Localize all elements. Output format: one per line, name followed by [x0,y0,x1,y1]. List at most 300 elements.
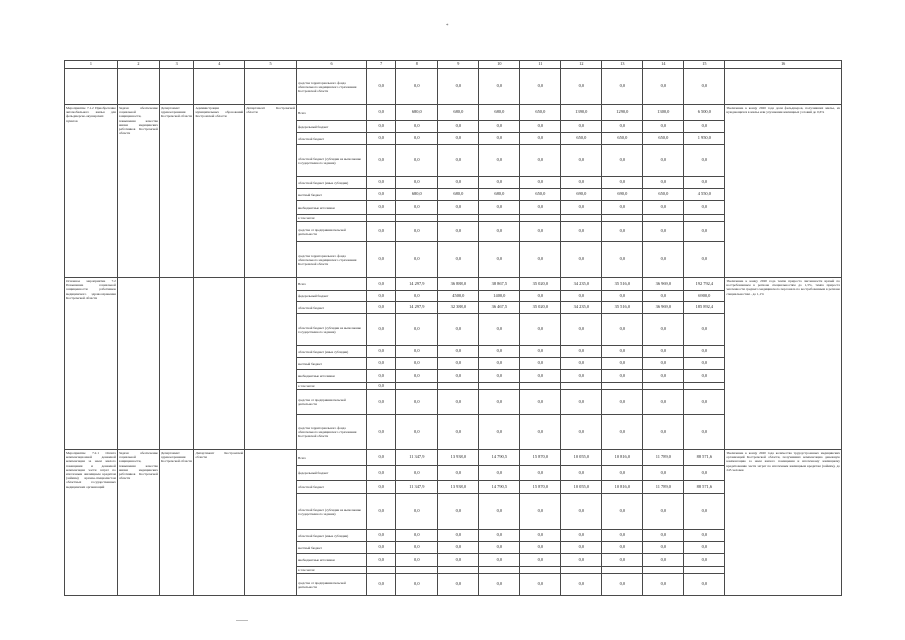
amount-cell: 0,0 [561,370,602,383]
funding-source-cell: областной бюджет (иные субсидии) [297,530,367,542]
amount-cell: 10 816,0 [602,450,643,466]
funding-source-cell: областной бюджет (иные субсидии) [297,177,367,189]
amount-cell: 0,0 [479,390,520,415]
amount-cell: 0,0 [561,390,602,415]
amount-cell: 0,0 [396,574,438,596]
amount-cell: 0,0 [367,390,396,415]
amount-cell: 0,0 [396,222,438,242]
amount-cell [602,215,643,222]
amount-cell: 650,0 [602,133,643,145]
amount-cell: 4 550,0 [684,189,725,201]
amount-cell: 0,0 [438,346,479,358]
amount-cell: 0,0 [602,242,643,278]
amount-cell: 0,0 [367,530,396,542]
amount-cell: 650,0 [561,133,602,145]
amount-cell: 0,0 [396,554,438,567]
amount-cell: 1400,0 [479,291,520,302]
amount-cell: 88 571,6 [684,450,725,466]
amount-cell: 0,0 [602,466,643,481]
group-participant-cell: Департамент Костромской области [194,450,245,596]
amount-cell: 0,0 [479,145,520,177]
group-coexecutor-cell [245,450,297,596]
amount-cell: 0,0 [520,574,561,596]
amount-cell: 0,0 [479,314,520,346]
amount-cell: 0,0 [367,201,396,215]
amount-cell: 35 020,0 [520,278,561,291]
funding-source-cell: областной бюджет [297,302,367,314]
amount-cell [396,567,438,574]
amount-cell: 0,0 [602,494,643,530]
funding-source-cell: областной бюджет [297,481,367,494]
amount-cell: 0,0 [479,530,520,542]
amount-cell: 0,0 [479,201,520,215]
amount-cell: 0,0 [602,145,643,177]
amount-cell: 0,0 [367,177,396,189]
amount-cell [520,383,561,390]
amount-cell: 0,0 [561,415,602,450]
column-number: 6 [297,61,367,69]
amount-cell: 650,0 [643,189,684,201]
amount-cell: 0,0 [396,494,438,530]
column-number: 1 [65,61,118,69]
amount-cell: 0,0 [520,542,561,554]
amount-cell [479,215,520,222]
amount-cell: 0,0 [602,370,643,383]
amount-cell: 0,0 [684,530,725,542]
amount-cell: 680,0 [479,105,520,121]
amount-cell [367,567,396,574]
amount-cell: 680,0 [479,189,520,201]
amount-cell [643,567,684,574]
group-participant-cell: Администрации муниципальных образований Костромской области [194,105,245,278]
amount-cell: 0,0 [643,201,684,215]
table-row [65,450,842,466]
table-row [65,278,842,291]
group-activity-cell: Основное мероприятие 7.2 Повышение социальной защищенности работников медицинского здравоохранения Костромской области [65,278,118,450]
amount-cell: 0,0 [438,69,479,105]
amount-cell: 0,0 [367,222,396,242]
amount-cell: 0,0 [396,177,438,189]
amount-cell: 0,0 [602,177,643,189]
column-number: 14 [643,61,684,69]
amount-cell: 0,0 [438,358,479,370]
amount-cell: 0,0 [602,542,643,554]
group-executor-cell: Департамент здравоохранения Костромской области [159,105,194,278]
group-coexecutor-cell: Департамент Костромской области [245,105,297,278]
amount-cell: 14 297,9 [396,302,438,314]
amount-cell: 0,0 [561,358,602,370]
amount-cell: 0,0 [367,370,396,383]
amount-cell [520,215,561,222]
amount-cell [643,215,684,222]
amount-cell: 185 892,4 [684,302,725,314]
amount-cell [561,383,602,390]
group-task-cell [117,278,159,450]
amount-cell: 0,0 [520,242,561,278]
column-number: 3 [159,61,194,69]
amount-cell: 1 950,0 [684,133,725,145]
amount-cell [561,567,602,574]
amount-cell: 0,0 [438,314,479,346]
amount-cell [479,567,520,574]
amount-cell: 0,0 [602,554,643,567]
table-row [65,105,842,121]
column-number: 4 [194,61,245,69]
amount-cell: 0,0 [367,346,396,358]
amount-cell: 0,0 [479,542,520,554]
amount-cell [438,567,479,574]
amount-cell: 0,0 [643,222,684,242]
amount-cell: 14 297,9 [396,278,438,291]
amount-cell: 0,0 [684,121,725,133]
amount-cell: 0,0 [643,542,684,554]
amount-cell: 0,0 [602,574,643,596]
amount-cell: 14 790,5 [479,450,520,466]
amount-cell: 14 790,5 [479,481,520,494]
amount-cell: 0,0 [643,370,684,383]
amount-cell: 0,0 [438,554,479,567]
amount-cell: 1390,0 [561,105,602,121]
group-activity-cell [65,69,118,105]
amount-cell: 690,0 [602,189,643,201]
page-number: * [446,24,449,29]
amount-cell: 0,0 [367,145,396,177]
amount-cell: 0,0 [479,69,520,105]
amount-cell: 680,0 [396,189,438,201]
amount-cell: 0,0 [520,390,561,415]
amount-cell: 88 571,6 [684,481,725,494]
amount-cell [684,215,725,222]
amount-cell: 0,0 [561,177,602,189]
amount-cell: 680,0 [438,189,479,201]
amount-cell: 0,0 [479,242,520,278]
amount-cell: 0,0 [602,222,643,242]
amount-cell: 0,0 [684,242,725,278]
funding-source-cell: средства территориального фонда обязательного медицинского страхования Костромской области [297,415,367,450]
amount-cell: 0,0 [520,358,561,370]
amount-cell: 0,0 [520,494,561,530]
column-number: 16 [725,61,842,69]
amount-cell: 0,0 [367,542,396,554]
expected-result-cell: Увеличение к концу 2020 года темпа прироста численности врачей по востребованным в регионе специальностям до 1,3%, темпа прироста численности среднего медицинского персонала по востребованным в регионе специальностям - до 1,1% [725,278,842,450]
expected-result-cell: Увеличение к концу 2020 года доли фельдшеров, получивших жилье, из нуждающихся в жилье или улучшении жилищных условий до 0,6% [725,105,842,278]
amount-cell: 0,0 [479,346,520,358]
amount-cell: 0,0 [367,358,396,370]
amount-cell: 0,0 [684,177,725,189]
amount-cell: 0,0 [602,415,643,450]
amount-cell: 0,0 [438,530,479,542]
amount-cell: 0,0 [684,415,725,450]
amount-cell: 0,0 [561,530,602,542]
funding-source-cell: федеральный бюджет [297,121,367,133]
amount-cell: 0,0 [561,145,602,177]
column-number: 10 [479,61,520,69]
amount-cell: 10 055,0 [561,450,602,466]
amount-cell: 0,0 [602,314,643,346]
amount-cell: 0,0 [643,574,684,596]
amount-cell: 0,0 [438,390,479,415]
amount-cell: 0,0 [561,222,602,242]
amount-cell: 0,0 [367,466,396,481]
amount-cell: 0,0 [367,121,396,133]
group-coexecutor-cell [245,69,297,105]
amount-cell: 0,0 [396,69,438,105]
column-number-row [65,61,842,69]
amount-cell: 10 055,0 [561,481,602,494]
amount-cell: 0,0 [367,291,396,302]
amount-cell: 0,0 [396,145,438,177]
amount-cell: 0,0 [438,121,479,133]
amount-cell: 0,0 [520,222,561,242]
amount-cell: 0,0 [684,370,725,383]
amount-cell: 0,0 [520,370,561,383]
amount-cell: 0,0 [396,542,438,554]
amount-cell: 0,0 [367,574,396,596]
amount-cell: 0,0 [520,201,561,215]
amount-cell [684,567,725,574]
amount-cell: 0,0 [561,121,602,133]
amount-cell: 0,0 [438,145,479,177]
column-number: 9 [438,61,479,69]
amount-cell: 0,0 [438,201,479,215]
amount-cell: 0,0 [561,291,602,302]
amount-cell: 0,0 [367,494,396,530]
amount-cell: 680,0 [438,105,479,121]
amount-cell: 0,0 [438,415,479,450]
amount-cell: 0,0 [684,314,725,346]
amount-cell: 650,0 [643,133,684,145]
amount-cell: 0,0 [684,145,725,177]
group-coexecutor-cell [245,278,297,450]
funding-source-cell: в том числе: [297,215,367,222]
amount-cell: 0,0 [479,133,520,145]
amount-cell [367,215,396,222]
amount-cell: 0,0 [479,222,520,242]
group-executor-cell [159,278,194,450]
amount-cell: 0,0 [643,390,684,415]
amount-cell: 0,0 [643,121,684,133]
amount-cell: 0,0 [643,358,684,370]
amount-cell: 0,0 [561,314,602,346]
amount-cell: 0,0 [684,494,725,530]
amount-cell: 0,0 [438,242,479,278]
amount-cell: 0,0 [643,242,684,278]
amount-cell: 0,0 [479,370,520,383]
amount-cell: 0,0 [684,222,725,242]
amount-cell: 0,0 [396,390,438,415]
funding-source-cell: средства от предпринимательской деятельности [297,222,367,242]
amount-cell: 0,0 [479,466,520,481]
amount-cell: 0,0 [643,494,684,530]
amount-cell: 11 789,0 [643,481,684,494]
funding-source-cell: федеральный бюджет [297,466,367,481]
amount-cell: 38 867,5 [479,278,520,291]
amount-cell: 34 235,0 [561,302,602,314]
amount-cell: 0,0 [520,466,561,481]
column-number: 13 [602,61,643,69]
amount-cell: 0,0 [684,466,725,481]
amount-cell: 0,0 [367,278,396,291]
amount-cell: 4500,0 [438,291,479,302]
amount-cell: 0,0 [396,530,438,542]
amount-cell: 0,0 [438,466,479,481]
amount-cell: 15 870,0 [520,481,561,494]
amount-cell: 36 888,0 [438,278,479,291]
amount-cell: 15 870,0 [520,450,561,466]
amount-cell: 0,0 [520,554,561,567]
footer-mark [236,620,248,621]
amount-cell: 0,0 [438,542,479,554]
amount-cell: 0,0 [520,530,561,542]
amount-cell: 0,0 [367,302,396,314]
column-number: 8 [396,61,438,69]
amount-cell: 680,0 [396,105,438,121]
funding-source-cell: федеральный бюджет [297,291,367,302]
amount-cell: 0,0 [479,358,520,370]
amount-cell: 0,0 [643,314,684,346]
amount-cell: 0,0 [561,242,602,278]
amount-cell: 1290,0 [602,105,643,121]
amount-cell: 0,0 [367,554,396,567]
amount-cell: 0,0 [396,415,438,450]
funding-source-cell: Всего [297,105,367,121]
amount-cell: 0,0 [479,574,520,596]
funding-source-cell: Всего [297,278,367,291]
amount-cell: 0,0 [684,542,725,554]
amount-cell: 0,0 [643,466,684,481]
amount-cell: 0,0 [643,415,684,450]
amount-cell: 0,0 [367,189,396,201]
amount-cell: 0,0 [396,346,438,358]
amount-cell: 13 938,0 [438,450,479,466]
amount-cell: 34 235,0 [561,278,602,291]
amount-cell: 11 789,0 [643,450,684,466]
funding-source-cell: в том числе: [297,567,367,574]
amount-cell [602,383,643,390]
amount-cell: 6900,0 [684,291,725,302]
funding-source-cell: внебюджетные источники [297,554,367,567]
amount-cell: 0,0 [396,358,438,370]
amount-cell: 0,0 [602,530,643,542]
amount-cell [438,215,479,222]
funding-source-cell: средства территориального фонда обязательного медицинского страхования Костромской области [297,69,367,105]
amount-cell: 0,0 [684,358,725,370]
amount-cell: 0,0 [438,133,479,145]
amount-cell: 0,0 [367,450,396,466]
expected-result-cell: Увеличение к концу 2020 года количества трудоустроенных медицинских организаций Костромской области, получивших компенсацию денежную компенсацию за наем жилого помещения и ипотечному жилищному кредитованию части затрат по ипотечным жилищным кредитам (займам), до 245 человек [725,450,842,596]
amount-cell [684,383,725,390]
amount-cell: 0,0 [561,201,602,215]
amount-cell: 0,0 [479,177,520,189]
amount-cell: 0,0 [643,530,684,542]
amount-cell: 0,0 [479,121,520,133]
amount-cell: 0,0 [602,358,643,370]
column-number: 12 [561,61,602,69]
amount-cell: 36 969,0 [643,278,684,291]
group-executor-cell: Департамент здравоохранения Костромской области [159,450,194,596]
amount-cell: 0,0 [479,415,520,450]
amount-cell: 0,0 [396,370,438,383]
funding-source-cell: внебюджетные источники [297,201,367,215]
column-number: 15 [684,61,725,69]
program-funding-table [64,60,842,596]
amount-cell: 0,0 [520,291,561,302]
amount-cell: 0,0 [643,291,684,302]
amount-cell [396,215,438,222]
amount-cell: 0,0 [438,370,479,383]
amount-cell: 0,0 [396,121,438,133]
group-executor-cell [159,69,194,105]
amount-cell: 0,0 [367,105,396,121]
amount-cell: 0,0 [367,415,396,450]
amount-cell [602,567,643,574]
amount-cell: 0,0 [396,133,438,145]
funding-source-cell: местный бюджет [297,542,367,554]
amount-cell: 0,0 [602,69,643,105]
amount-cell: 0,0 [561,574,602,596]
funding-source-cell: Всего [297,450,367,466]
amount-cell [479,383,520,390]
amount-cell: 0,0 [396,314,438,346]
amount-cell: 0,0 [396,242,438,278]
amount-cell: 10 816,0 [602,481,643,494]
amount-cell: 0,0 [643,346,684,358]
expected-result-cell [725,69,842,105]
amount-cell: 0,0 [561,494,602,530]
amount-cell: 0,0 [602,291,643,302]
amount-cell: 192 792,4 [684,278,725,291]
amount-cell: 0,0 [520,177,561,189]
amount-cell [643,383,684,390]
amount-cell: 0,0 [367,314,396,346]
amount-cell: 0,0 [684,554,725,567]
amount-cell: 0,0 [367,481,396,494]
column-number: 2 [117,61,159,69]
amount-cell: 0,0 [520,121,561,133]
column-number: 11 [520,61,561,69]
amount-cell: 0,0 [438,574,479,596]
funding-source-cell: средства территориального фонда обязательного медицинского страхования Костромской области [297,242,367,278]
group-participant-cell [194,278,245,450]
amount-cell: 0,0 [684,390,725,415]
amount-cell: 0,0 [684,201,725,215]
amount-cell: 0,0 [602,201,643,215]
amount-cell: 0,0 [438,222,479,242]
amount-cell: 11 347,9 [396,481,438,494]
group-task-cell: Задача: обеспечение социальной защищенности, повышения качества жизни медицинских работников Костромской области [117,105,159,278]
amount-cell: 0,0 [561,554,602,567]
amount-cell: 6 500,0 [684,105,725,121]
funding-source-cell: областной бюджет (субсидии на выполнение государственного задания) [297,494,367,530]
amount-cell: 0,0 [367,69,396,105]
group-participant-cell [194,69,245,105]
amount-cell: 35 516,0 [602,278,643,291]
column-number: 7 [367,61,396,69]
amount-cell: 1300,0 [643,105,684,121]
amount-cell: 0,0 [520,133,561,145]
group-activity-cell: Мероприятие 7.2.1 Оплата компенсационной денежной компенсации за наем жилого помещения и денежной компенсации части затрат по ипотечным жилищным кредитам (займам) врачам-специалистам областных государственных медицинских организаций [65,450,118,596]
funding-source-cell: в том числе: [297,383,367,390]
funding-source-cell: областной бюджет (субсидии на выполнение государственного задания) [297,314,367,346]
group-task-cell [117,69,159,105]
funding-source-cell: средства от предпринимательской деятельности [297,574,367,596]
amount-cell [396,383,438,390]
amount-cell: 11 347,9 [396,450,438,466]
group-task-cell: Задача: обеспечение социальной защищенности, повышения качества жизни медицинских работников Костромской области [117,450,159,596]
funding-source-cell: средства от предпринимательской деятельности [297,390,367,415]
funding-source-cell: областной бюджет (иные субсидии) [297,346,367,358]
amount-cell: 36 969,0 [643,302,684,314]
